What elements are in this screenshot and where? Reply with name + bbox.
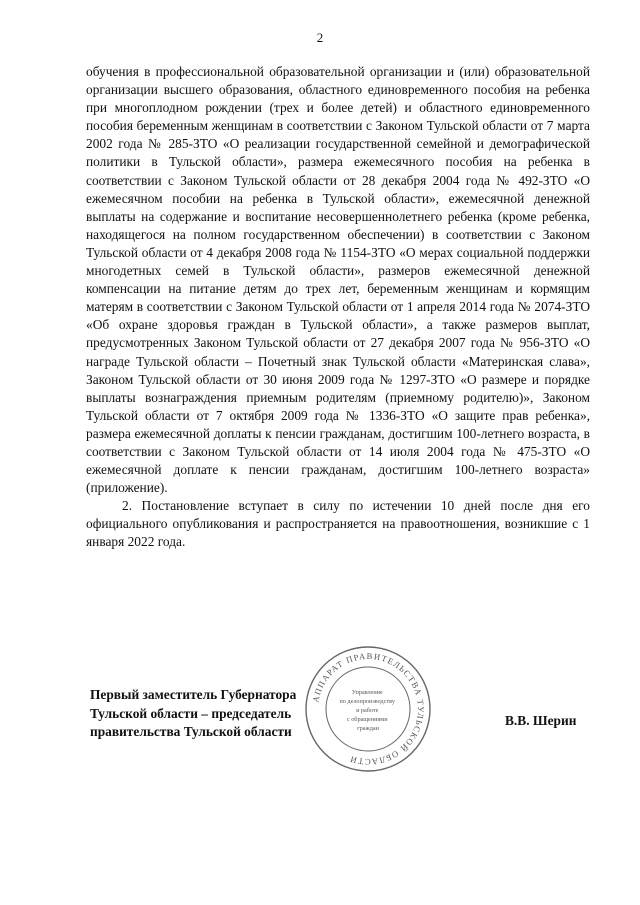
paragraph-2: 2. Постановление вступает в силу по истечении 10 дней после дня его официального опубликования и распространяется на правоотношения, возникшие с 1 января 2022 года. [86, 498, 590, 550]
stamp-center-line: граждан [357, 725, 379, 732]
stamp-ring-text: АППАРАТ ПРАВИТЕЛЬСТВА ТУЛЬСКОЙ ОБЛАСТИ [310, 650, 427, 768]
stamp-center-line: Управление [351, 689, 383, 696]
stamp-center-line: и работе [356, 707, 379, 714]
svg-text:Управление по делопроизв [339, 689, 396, 732]
signatory-title-line-2: Тульской области – председатель [90, 705, 292, 721]
signatory-name: В.В. Шерин [505, 713, 577, 728]
official-stamp [303, 644, 433, 774]
document-body [86, 63, 590, 552]
signatory-title-line-1: Первый заместитель Губернатора [90, 687, 297, 702]
stamp-seal-icon [303, 644, 433, 774]
stamp-center-line: по делопроизводству [339, 698, 395, 705]
stamp-center-line: с обращениями [346, 716, 388, 723]
page-number: 2 [316, 30, 324, 45]
paragraph-1: обучения в профессиональной образовательной организации и (или) образовательной организации высшего образования, областного единовременного пособия на ребенка при многоплодном рождении (трех и более детей) и областного единовременного пособия беременным женщинам в соответствии с Законом Тульской области от 7 марта 2002 года № 285-ЗТО «О реализации государственной семейной и демографической политики в Тульской области», размера ежемесячного пособия на ребенка в соответствии с Законом Тульской области от 28 декабря 2004 года № 492-ЗТО «О ежемесячном пособии на ребенка в Тульской области», ежемесячной денежной выплаты на содержание и воспитание несовершеннолетнего ребенка (кроме ребенка, находящегося на полном государственном обеспечении) в соответствии с Законом Тульской области от 4 декабря 2008 года № 1154-ЗТО «О мерах социальной поддержки многодетных семей в Тульской области», размеров ежемесячной денежной компенсации на питание детям до трех лет, беременным женщинам и кормящим матерям в соответствии с Законом Тульской области от 1 апреля 2014 года № 2074-ЗТО «Об охране здоровья граждан в Тульской области», а также размеров выплат, предусмотренных Законом Тульской области от 27 декабря 2007 года № 956-ЗТО «О награде Тульской области – Почетный знак Тульской области «Материнская слава», Законом Тульской области от 30 июня 2009 года № 1297-ЗТО «О размере и порядке выплаты вознаграждения приемным родителям (приемному родителю)», Законом Тульской области от 7 октября 2009 года № 1336-ЗТО «О защите прав ребенка», размера ежемесячной доплаты к пенсии гражданам, достигшим 100-летнего возраста, в соответствии с Законом Тульской области от 14 июля 2004 года № 475-ЗТО «О ежемесячной доплате к пенсии гражданам, достигшим 100-летнего возраста» (приложение). [86, 64, 590, 496]
signatory-title [90, 686, 330, 742]
signatory-title-line-3: правительства Тульской области [90, 724, 292, 739]
